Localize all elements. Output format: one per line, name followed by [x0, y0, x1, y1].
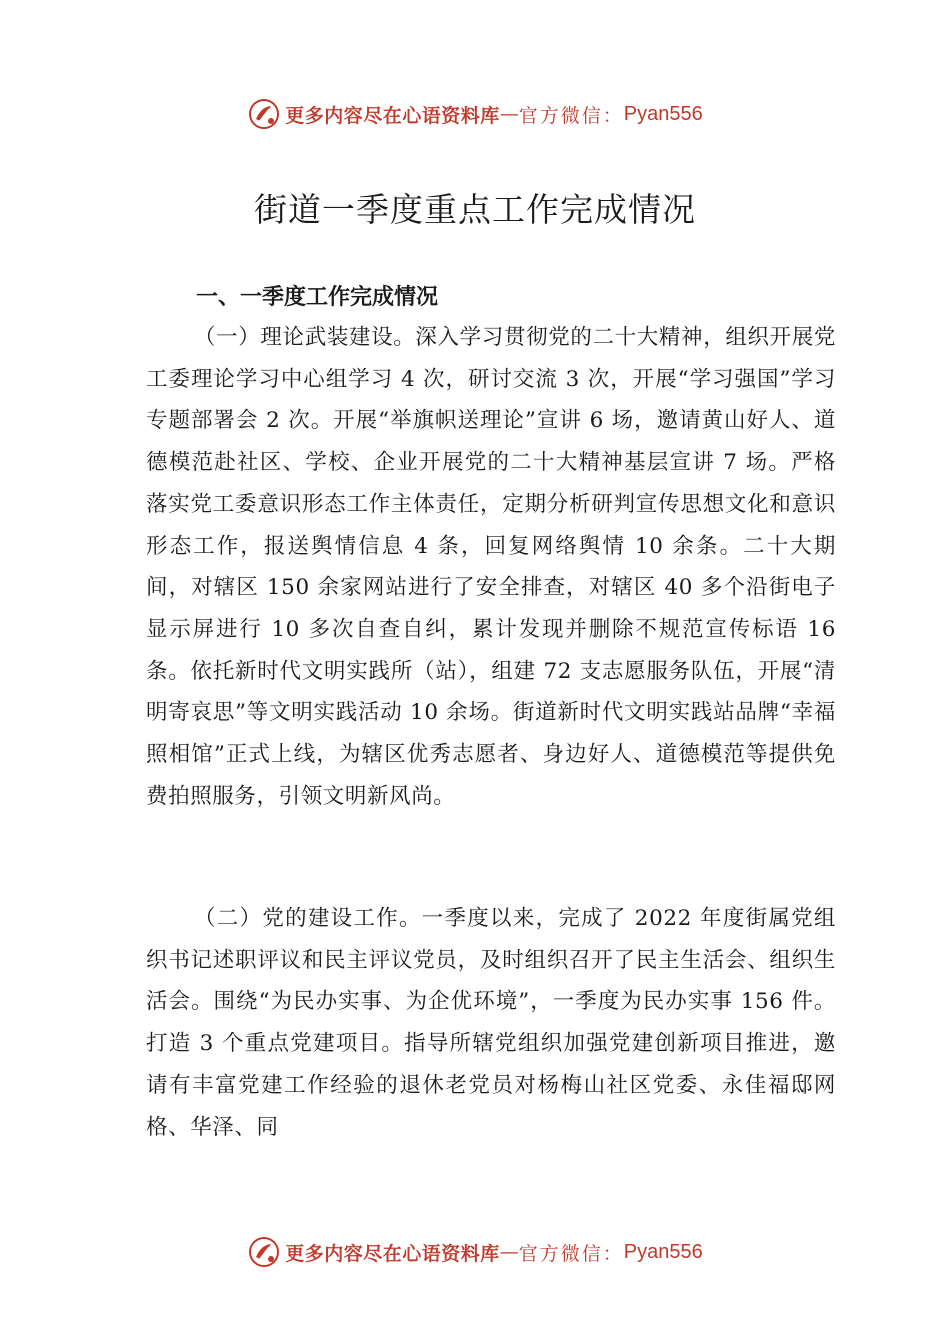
- paragraph-party-building: [146, 898, 836, 1148]
- banner-separator: —: [499, 103, 519, 125]
- paragraph-lead: （二）党的建设工作。: [194, 906, 422, 931]
- paragraph-body: 一季度以来，完成了 2022 年度街属党组织书记述职评议和民主评议党员，及时组织召开了民主生活会、组织生活会。围绕“为民办实事、为企优环境”，一季度为民办实事 156 件。打造 3 个重点党建项目。指导所辖党组织加强党建创新项目推进，邀请有丰富党建工作经验的退休老党员对杨梅山社区党委、永佳福邸网格、华泽、同: [146, 906, 836, 1140]
- banner-wechat-id: Pyan556: [623, 102, 703, 125]
- footer-watermark-banner: [0, 1232, 950, 1272]
- brand-logo-icon: [247, 97, 281, 131]
- paragraph-body: 深入学习贯彻党的二十大精神，组织开展党工委理论学习中心组学习 4 次，研讨交流 3 次，开展“学习强国”学习专题部署会 2 次。开展“举旗帜送理论”宣讲 6 场，邀请黄山好人、道德模范赴社区、学校、企业开展党的二十大精神基层宣讲 7 场。严格落实党工委意识形态工作主体责任，定期分析研判宣传思想文化和意识形态工作，报送舆情信息 4 条，回复网络舆情 10 余条。二十大期间，对辖区 150 余家网站进行了安全排查，对辖区 40 多个沿街电子显示屏进行 10 多次自查自纠，累计发现并删除不规范宣传标语 16 条。依托新时代文明实践所（站），组建 72 支志愿服务队伍，开展“清明寄哀思”等文明实践活动 10 余场。街道新时代文明实践站品牌“幸福照相馆”正式上线，为辖区优秀志愿者、身边好人、道德模范等提供免费拍照服务，引领文明新风尚。: [146, 325, 836, 809]
- banner-main-text: 更多内容尽在心语资料库: [285, 1242, 500, 1265]
- brand-logo-icon: [247, 1235, 281, 1269]
- header-watermark-banner: [0, 94, 950, 134]
- banner-label: 官方微信：: [518, 104, 624, 127]
- banner-main-text: 更多内容尽在心语资料库: [285, 104, 500, 127]
- paragraph-lead: （一）理论武装建设。: [194, 325, 416, 350]
- document-title: 街道一季度重点工作完成情况: [254, 190, 696, 229]
- banner-wechat-id: Pyan556: [623, 1240, 703, 1263]
- banner-separator: —: [499, 1241, 519, 1263]
- paragraph-theory-study: [146, 317, 836, 817]
- banner-label: 官方微信：: [518, 1242, 624, 1265]
- section-heading: 一、一季度工作完成情况: [196, 285, 439, 310]
